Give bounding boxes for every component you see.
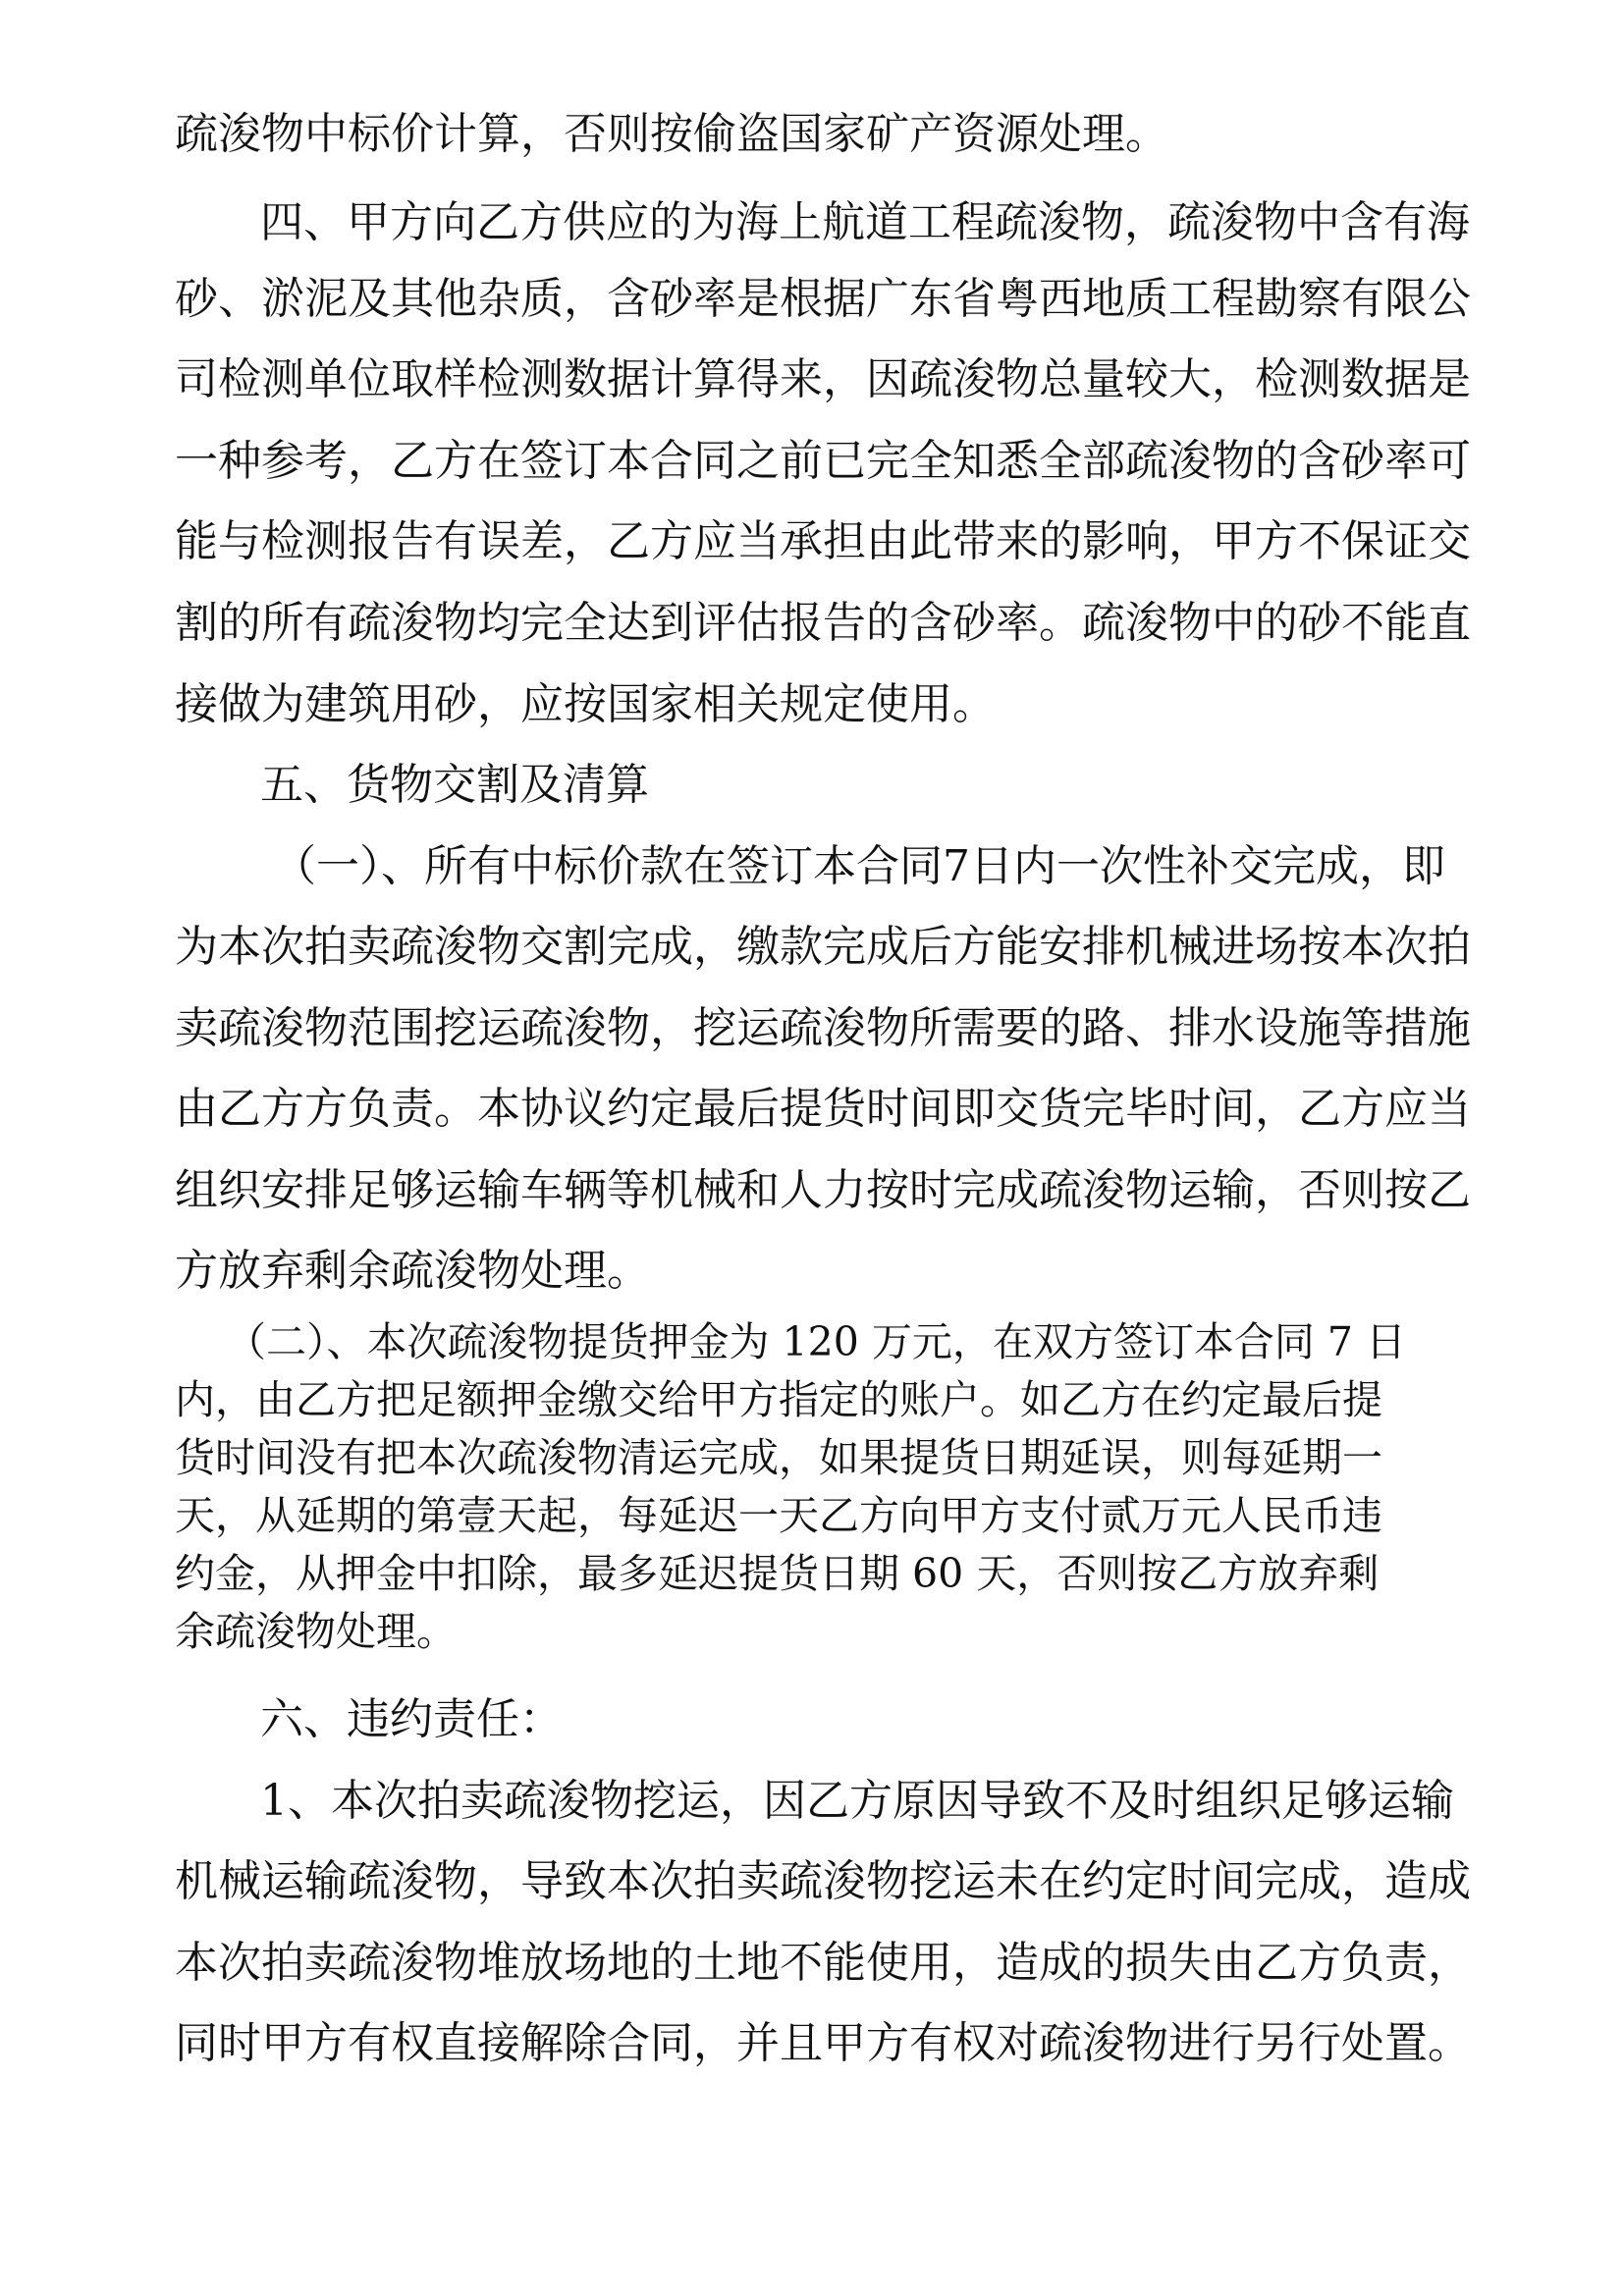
clause-one-start: （一）、所有中标价款在签订本合同7日内一次性补交完成，即 <box>273 841 1445 891</box>
body-line: 为本次拍卖疏浚物交割完成，缴款完成后方能安排机械进场按本次拍 <box>175 922 1471 972</box>
body-line: 由乙方方负责。本协议约定最后提货时间即交货完毕时间，乙方应当 <box>175 1084 1471 1134</box>
clause-two-start: （二）、本次疏浚物提货押金为 120 万元，在双方签订本合同 7 日 <box>226 1318 1406 1365</box>
body-line: 货时间没有把本次疏浚物清运完成，如果提货日期延误，则每延期一 <box>175 1434 1382 1481</box>
section-heading-four: 四、甲方向乙方供应的为海上航道工程疏浚物，疏浚物中含有海 <box>260 197 1470 247</box>
body-line: 司检测单位取样检测数据计算得来，因疏浚物总量较大，检测数据是 <box>175 354 1471 404</box>
body-line: 一种参考，乙方在签订本合同之前已完全知悉全部疏浚物的含砂率可 <box>175 436 1471 486</box>
body-line: 同时甲方有权直接解除合同，并且甲方有权对疏浚物进行另行处置。 <box>175 2018 1471 2068</box>
body-line: 组织安排足够运输车辆等机械和人力按时完成疏浚物运输，否则按乙 <box>175 1165 1471 1215</box>
body-line: 内，由乙方把足额押金缴交给甲方指定的账户。如乙方在约定最后提 <box>175 1376 1382 1423</box>
clause-1-start: 1、本次拍卖疏浚物挖运，因乙方原因导致不及时组织足够运输 <box>260 1776 1454 1826</box>
body-line: 卖疏浚物范围挖运疏浚物，挖运疏浚物所需要的路、排水设施等措施 <box>175 1003 1471 1053</box>
section-heading-six: 六、违约责任： <box>260 1694 563 1744</box>
body-line: 砂、淤泥及其他杂质，含砂率是根据广东省粤西地质工程勘察有限公 <box>175 274 1471 324</box>
body-line: 疏浚物中标价计算，否则按偷盗国家矿产资源处理。 <box>175 109 1168 159</box>
body-line: 本次拍卖疏浚物堆放场地的土地不能使用，造成的损失由乙方负责， <box>175 1938 1471 1988</box>
section-heading-five: 五、货物交割及清算 <box>260 760 649 810</box>
body-line: 方放弃剩余疏浚物处理。 <box>175 1246 650 1296</box>
body-line: 割的所有疏浚物均完全达到评估报告的含砂率。疏浚物中的砂不能直 <box>175 598 1471 648</box>
body-line: 接做为建筑用砂，应按国家相关规定使用。 <box>175 679 996 729</box>
body-line: 机械运输疏浚物，导致本次拍卖疏浚物挖运未在约定时间完成，造成 <box>175 1856 1471 1906</box>
body-line: 约金，从押金中扣除，最多延迟提货日期 60 天，否则按乙方放弃剩 <box>175 1550 1380 1597</box>
body-line: 余疏浚物处理。 <box>175 1608 457 1655</box>
body-line: 天，从延期的第壹天起，每延迟一天乙方向甲方支付贰万元人民币违 <box>175 1492 1382 1539</box>
body-line: 能与检测报告有误差，乙方应当承担由此带来的影响，甲方不保证交 <box>175 516 1471 566</box>
